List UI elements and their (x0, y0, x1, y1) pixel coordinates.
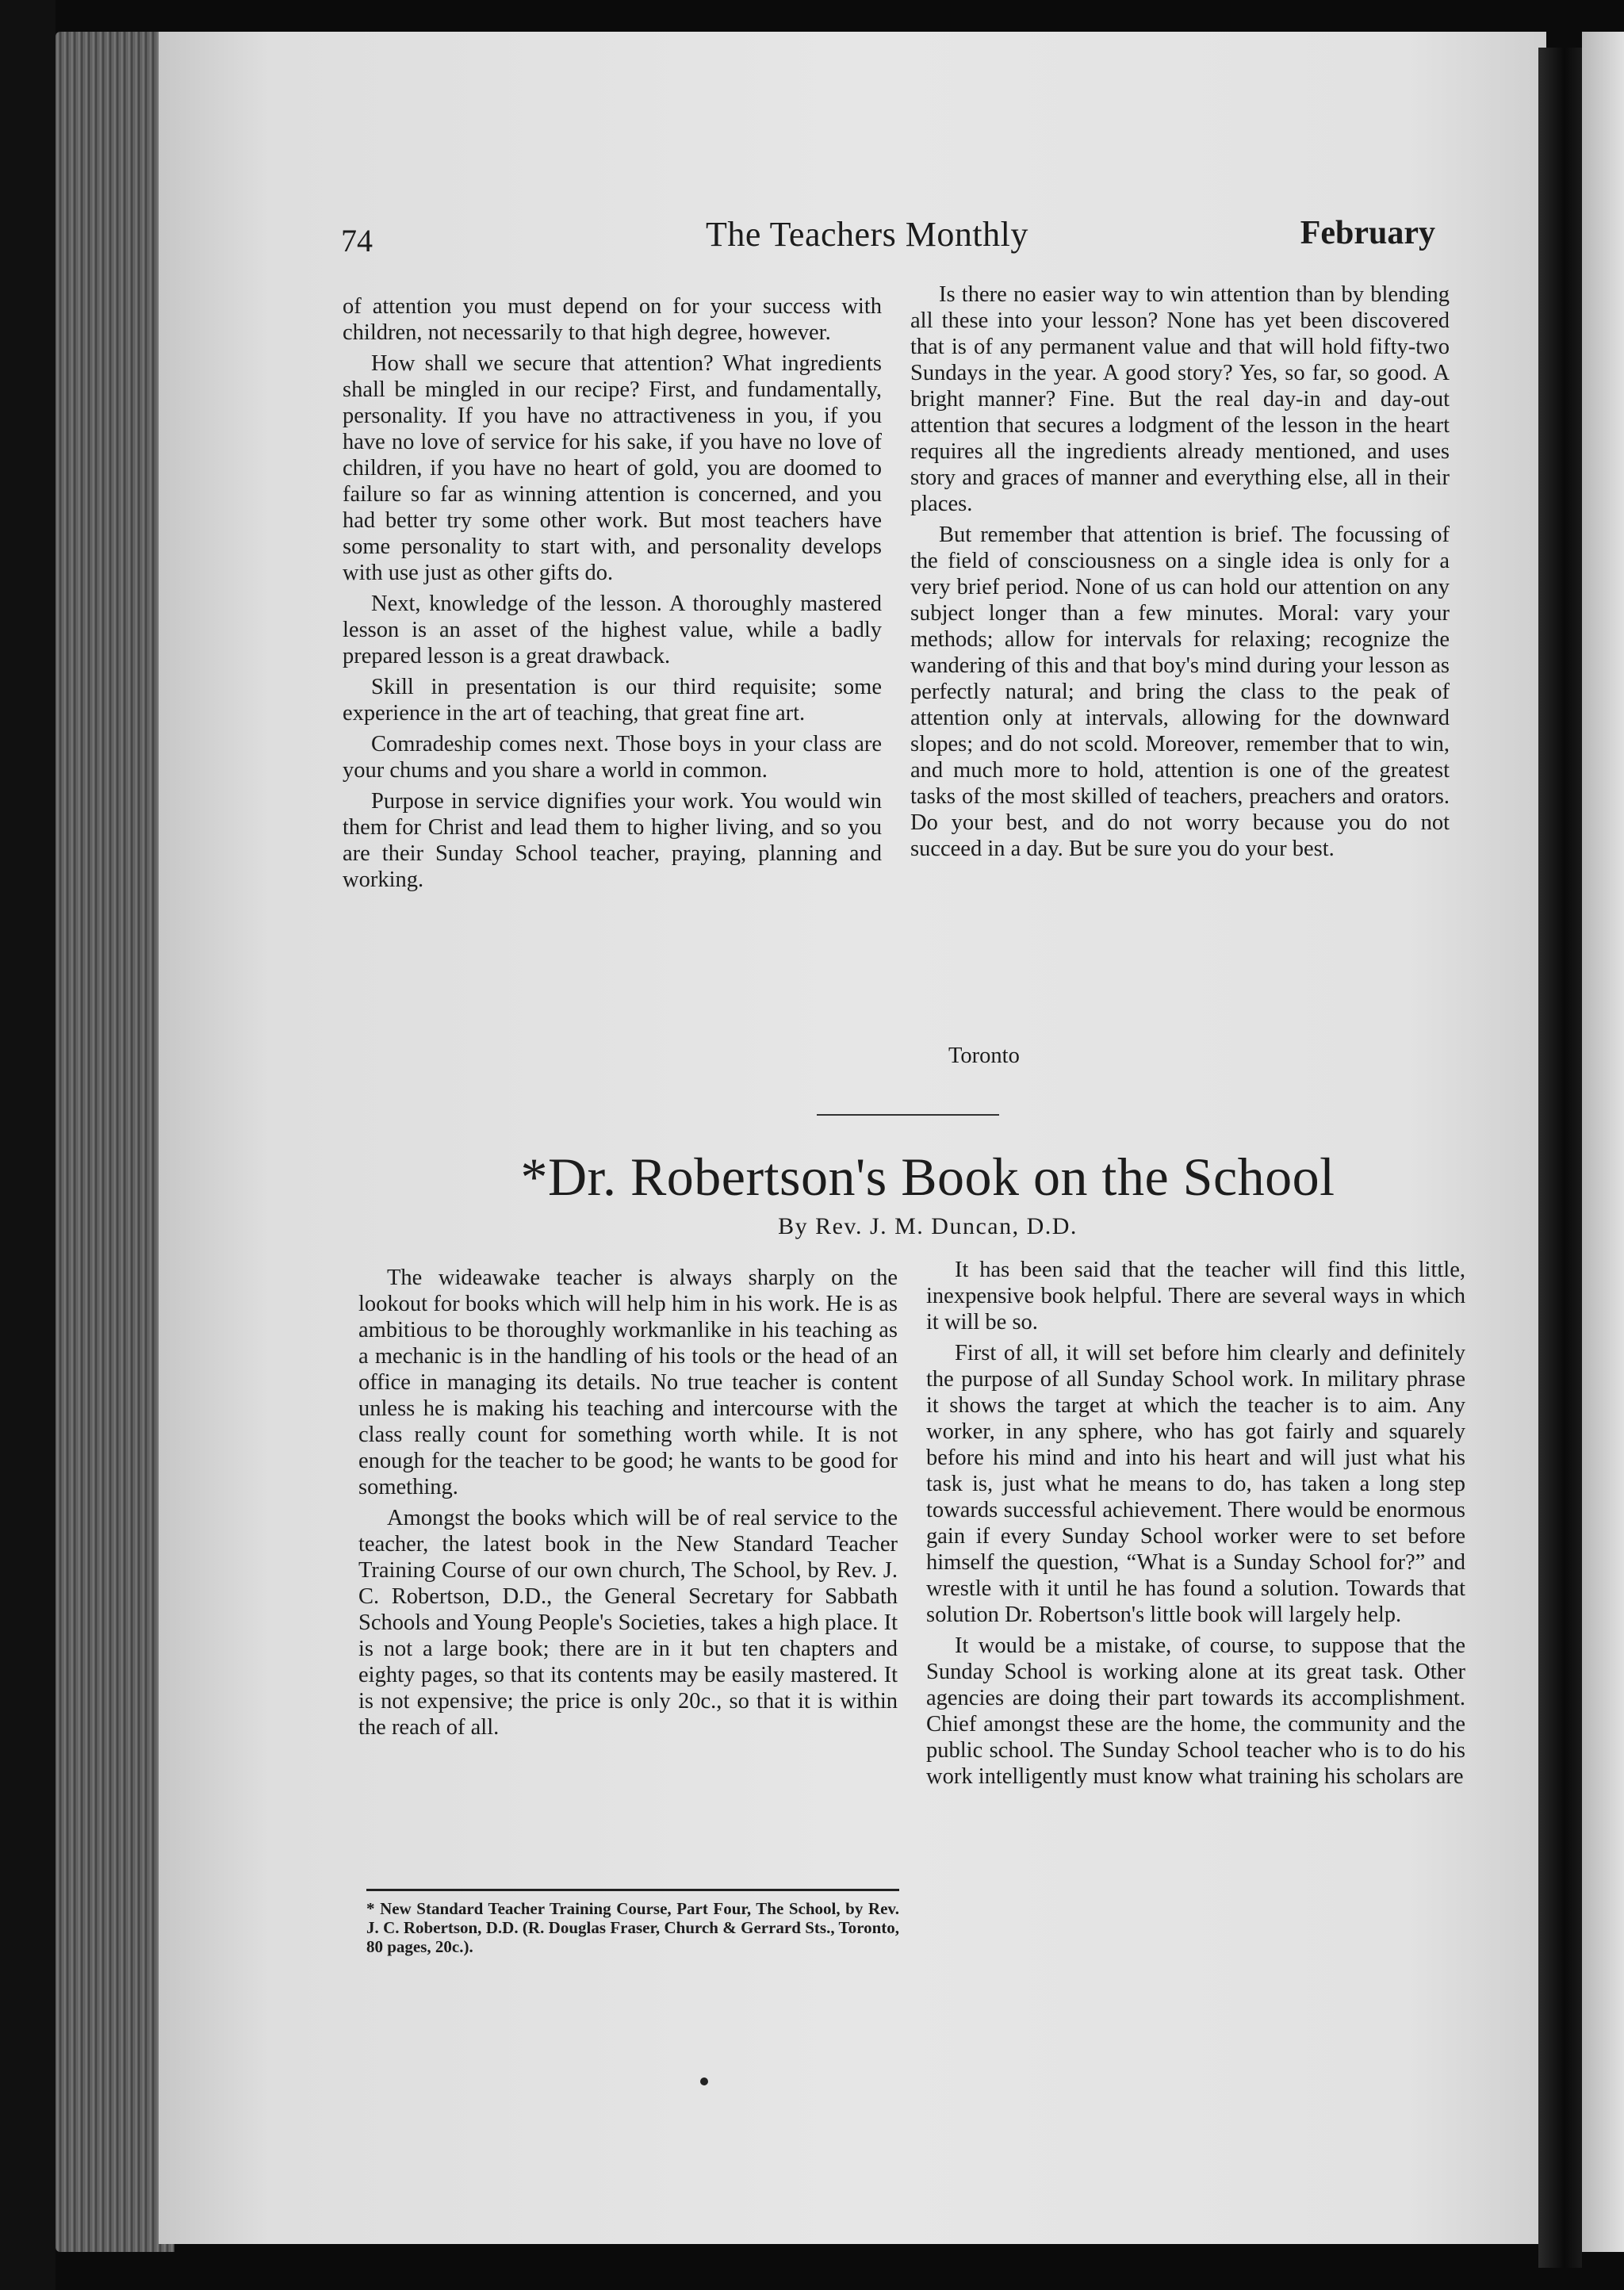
footnote-rule (366, 1889, 899, 1891)
paragraph: Is there no easier way to win attention than by blending all these into your lesson? None has yet been discovered that is of any permanent value and that will hold fifty-two Sundays in the year. A good story? Yes, so far, so good. A bright manner? Fine. But the real day-in and day-out attention that secures a lodgment of the lesson in the heart requires all the ingredients already mentioned, and uses story and graces of manner and everything else, all in their places. (910, 282, 1450, 516)
paragraph: Purpose in service dignifies your work. You would win them for Christ and lead them to higher living, and so you are their Sunday School teacher, praying, planning and working. (343, 789, 882, 892)
paragraph: It would be a mistake, of course, to suppose that the Sunday School is working alone at its great task. Other agencies are doing their part towards its accomplishment. Chief amongst these are the home, the community and the public school. The Sunday School teacher who is to do his work intelligently must know what training his scholars are (926, 1633, 1465, 1789)
book-page-edges (56, 32, 174, 2252)
issue-month: February (1300, 215, 1435, 251)
paragraph: How shall we secure that attention? What ingredients shall be mingled in our recipe? First, and fundamentally, personality. If you have no attractiveness in you, if you have no love of service for his sake, if you have no love of children, if you have no heart of gold, you are doomed to failure so far as winning attention is concerned, and you had better try some other work. But most teachers have some personality to start with, and personality develops with use just as other gifts do. (343, 351, 882, 585)
facing-page-edge (1582, 32, 1624, 2252)
author-location: Toronto (948, 1044, 1020, 1068)
paragraph: The wideawake teacher is always sharply on the lookout for books which will help him in his work. He is as ambitious to be thoroughly workmanlike in his teaching as a mechanic is in the handling of his tools or the head of an office in managing its details. No true teacher is content unless he is making his teaching and intercourse with the class really count for something worth while. It is not enough for the teacher to be good; he wants to be good for something. (358, 1266, 898, 1499)
paragraph: Comradeship comes next. Those boys in your class are your chums and you share a world in common. (343, 732, 882, 783)
journal-title: The Teachers Monthly (706, 215, 1028, 254)
ink-dot (700, 2077, 708, 2085)
paragraph: Skill in presentation is our third requisite; some experience in the art of teaching, that great fine art. (343, 675, 882, 726)
section-divider (817, 1114, 999, 1116)
paragraph: But remember that attention is brief. The focussing of the field of consciousness on a single idea is only for a very brief period. None of us can hold our attention on any subject longer than a few minutes. Moral: vary your methods; allow for intervals for relaxing; recognize the wandering of this and that boy's mind during your lesson as perfectly natural; and bring the class to the peak of attention only at intervals, allowing for the downward slopes; and do not scold. Moreover, remember that to win, and much more to hold, attention is one of the greatest tasks of the most skilled of teachers, preachers and orators. Do your best, and do not worry because you do not succeed in a day. But be sure you do your best. (910, 523, 1450, 861)
paragraph: It has been said that the teacher will find this little, inexpensive book helpful. There are several ways in which it will be so. (926, 1258, 1465, 1335)
first-article-right-column (910, 281, 1450, 867)
paragraph: Next, knowledge of the lesson. A thoroughly mastered lesson is an asset of the highest value, while a badly prepared lesson is a great drawback. (343, 592, 882, 668)
second-article-left-column (358, 1265, 898, 1745)
article-title: *Dr. Robertson's Book on the School (520, 1147, 1335, 1207)
first-article-left-column (343, 293, 882, 898)
article-byline: By Rev. J. M. Duncan, D.D. (778, 1213, 1078, 1239)
scan-border (0, 0, 56, 2290)
running-head (341, 214, 1435, 262)
page-number: 74 (341, 223, 373, 258)
paragraph: of attention you must depend on for your success with children, not necessarily to that high degree, however. (343, 294, 882, 345)
paragraph: Amongst the books which will be of real service to the teacher, the latest book in the New Standard Teacher Training Course of our own church, The School, by Rev. J. C. Robertson, D.D., the General Secretary for Sabbath Schools and Young People's Societies, takes a high place. It is not a large book; there are in it but ten chapters and eighty pages, so that its contents may be easily mastered. It is not expensive; the price is only 20c., so that it is within the reach of all. (358, 1506, 898, 1740)
book-gutter (1538, 48, 1582, 2268)
footnote: * New Standard Teacher Training Course, Part Four, The School, by Rev. J. C. Robertson, D.D. (R. Douglas Fraser, Church & Gerrard Sts., Toronto, 80 pages, 20c.). (366, 1899, 899, 1956)
paragraph: First of all, it will set before him clearly and definitely the purpose of all Sunday School work. In military phrase it shows the target at which the teacher is to aim. Any worker, in any sphere, who has got fairly and squarely before his mind and into his heart and will just what his task is, just what he means to do, has taken a long step towards successful achievement. There would be enormous gain if every Sunday School worker were to set before himself the question, “What is a Sunday School for?” and wrestle with it until he has found a solution. Towards that solution Dr. Robertson's little book will largely help. (926, 1341, 1465, 1627)
second-article-right-column (926, 1257, 1465, 1794)
